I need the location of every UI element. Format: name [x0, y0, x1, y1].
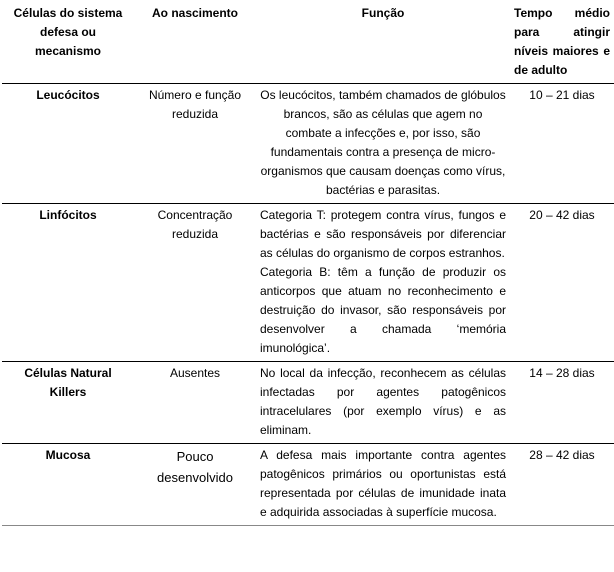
header-cell-type: Células do sistema defesa ou mecanismo [2, 2, 134, 84]
cell-time: 28 – 42 dias [529, 448, 595, 462]
table-row-natural-killers [2, 362, 614, 444]
function-text-category-t: Categoria T: protegem contra vírus, fungos e bactérias e são responsáveis por diferenciar as células do organismo de corpos estranhos. [260, 208, 506, 260]
cell-function [256, 362, 510, 444]
function-text: Os leucócitos, também chamados de glóbulos brancos, são as células que agem no combate a infecções e, por isso, são fundamentais contra a presença de micro-organismos que causam doenças como vírus, bactérias e parasitas. [260, 88, 506, 197]
function-text: No local da infecção, reconhecem as células infectadas por agentes patogênicos intracelulares (por exemplo vírus) e as eliminam. [260, 366, 506, 437]
cell-time: 10 – 21 dias [529, 88, 595, 102]
header-time-to-adult: Tempo médio para atingir níveis maiores e de adulto [510, 2, 614, 84]
header-function: Função [256, 2, 510, 84]
cell-at-birth: Número e função reduzida [148, 88, 242, 121]
cell-function [256, 204, 510, 362]
table-row-linfocitos [2, 204, 614, 362]
cell-function [256, 84, 510, 204]
cell-name: Leucócitos [36, 88, 100, 102]
cell-time: 20 – 42 dias [529, 208, 595, 222]
header-at-birth: Ao nascimento [134, 2, 256, 84]
immune-cells-table [2, 2, 614, 526]
cell-time: 14 – 28 dias [529, 366, 595, 380]
function-text-category-b: Categoria B: têm a função de produzir os anticorpos que atuam no reconhecimento e destruição do invasor, são responsáveis por desenvolver a chamada ‘memória imunológica’. [260, 265, 506, 355]
cell-at-birth: Concentração reduzida [157, 208, 233, 241]
cell-name: Linfócitos [39, 208, 97, 222]
cell-at-birth: Ausentes [169, 366, 221, 380]
cell-name: Mucosa [45, 448, 91, 462]
cell-at-birth: Pouco desenvolvido [157, 449, 233, 485]
cell-name: Células Natural Killers [24, 366, 112, 399]
table-row-leucocitos [2, 84, 614, 204]
table-header-row [2, 2, 614, 84]
cell-function [256, 444, 510, 526]
function-text: A defesa mais importante contra agentes patogênicos primários ou oportunistas está representada por células de imunidade inata e adquirida associadas à superfície mucosa. [260, 448, 506, 519]
table-row-mucosa [2, 444, 614, 526]
